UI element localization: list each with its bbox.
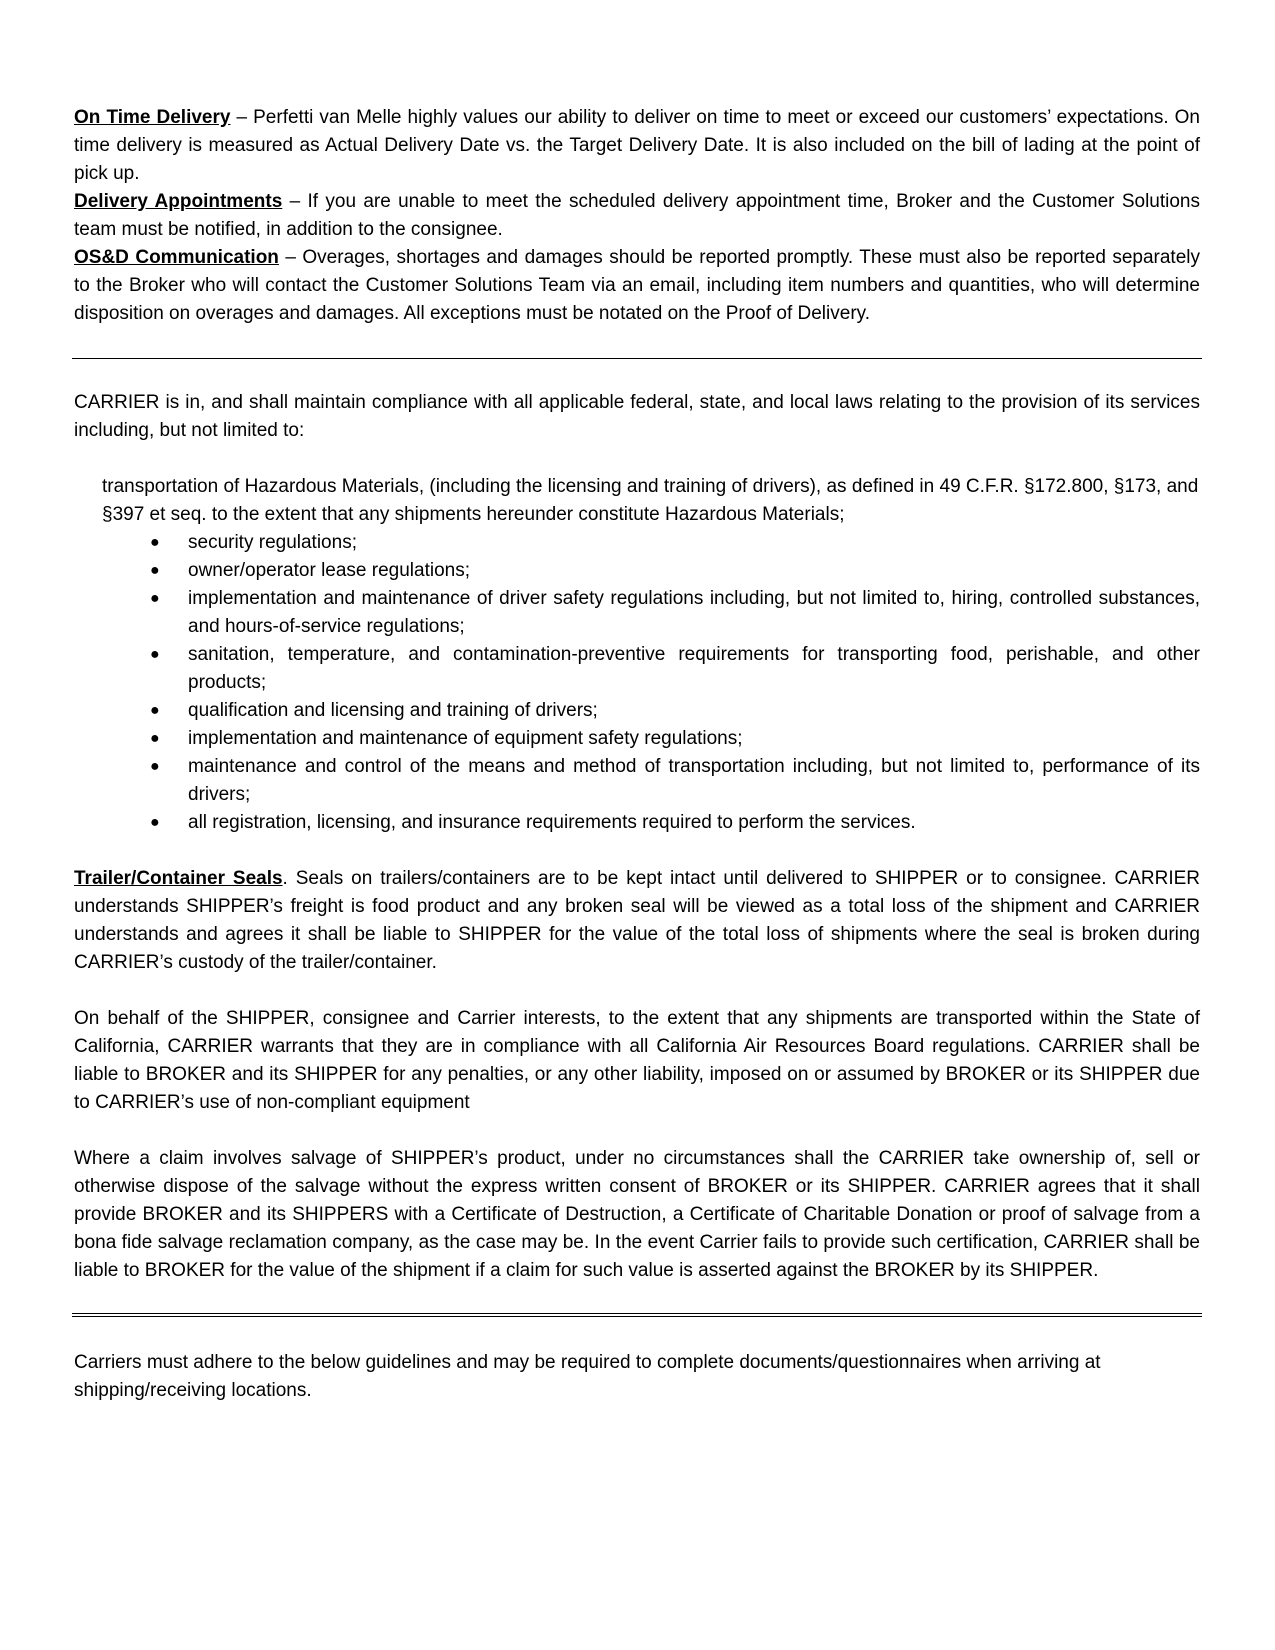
salvage-paragraph: Where a claim involves salvage of SHIPPER’s product, under no circumstances shall the CARRIER take ownership of, sell or otherwise dispose of the salvage without the express written consent of BROKER or its SHIPPER. CARRIER agrees that it shall provide BROKER and its SHIPPERS with a Certificate of Destruction, a Certificate of Charitable Donation or proof of salvage from a bona fide salvage reclamation company, as the case may be. In the event Carrier fails to provide such certification, CARRIER shall be liable to BROKER for the value of the shipment if a claim for such value is asserted against the BROKER by its SHIPPER. <box>74 1148 1200 1281</box>
list-item-text: qualification and licensing and training of drivers; <box>188 700 598 721</box>
guidelines-section <box>74 1349 1200 1405</box>
bullet-icon: ● <box>150 702 160 719</box>
list-item <box>150 725 1200 753</box>
list-item <box>150 641 1200 697</box>
delivery-appointments-text: – If you are unable to meet the scheduled delivery appointment time, Broker and the Customer Solutions team must be notified, in addition to the consignee. <box>74 191 1200 240</box>
osd-communication-text: – Overages, shortages and damages should be reported promptly. These must also be reported separately to the Broker who will contact the Customer Solutions Team via an email, including item numbers and quantities, who will determine disposition on overages and damages. All exceptions must be notated on the Proof of Delivery. <box>74 247 1201 324</box>
list-item-text: all registration, licensing, and insurance requirements required to perform the services. <box>188 812 916 833</box>
on-time-delivery-paragraph <box>74 104 1200 188</box>
bullet-icon: ● <box>150 814 160 831</box>
list-item-text: implementation and maintenance of driver safety regulations including, but not limited to, hiring, controlled substances, and hours-of-service regulations; <box>188 588 1200 637</box>
california-paragraph: On behalf of the SHIPPER, consignee and Carrier interests, to the extent that any shipments are transported within the State of California, CARRIER warrants that they are in compliance with all California Air Resources Board regulations. CARRIER shall be liable to BROKER and its SHIPPER for any penalties, or any other liability, imposed on or assumed by BROKER or its SHIPPER due to CARRIER’s use of non-compliant equipment <box>74 1008 1200 1113</box>
on-time-delivery-text: – Perfetti van Melle highly values our ability to deliver on time to meet or exceed our customers’ expectations. On time delivery is measured as Actual Delivery Date vs. the Target Delivery Date. It is also included on the bill of lading at the point of pick up. <box>74 107 1201 184</box>
list-item-text: security regulations; <box>188 532 357 553</box>
delivery-expectations-section <box>74 104 1200 328</box>
document-page <box>74 104 1200 1405</box>
delivery-appointments-heading: Delivery Appointments <box>74 191 283 212</box>
list-item-text: owner/operator lease regulations; <box>188 560 471 581</box>
compliance-section <box>74 389 1200 1285</box>
on-time-delivery-heading: On Time Delivery <box>74 107 231 128</box>
bullet-icon: ● <box>150 730 160 747</box>
osd-communication-heading: OS&D Communication <box>74 247 279 268</box>
osd-communication-paragraph <box>74 244 1200 328</box>
trailer-seals-paragraph <box>74 865 1200 977</box>
bullet-icon: ● <box>150 534 160 551</box>
compliance-list <box>150 529 1200 837</box>
bullet-icon: ● <box>150 562 160 579</box>
list-item <box>150 753 1200 809</box>
list-item-text: maintenance and control of the means and method of transportation including, but not limited to, performance of its drivers; <box>188 756 1200 805</box>
delivery-appointments-paragraph <box>74 188 1200 244</box>
list-item <box>150 585 1200 641</box>
list-item <box>150 529 1200 557</box>
bullet-icon: ● <box>150 590 160 607</box>
compliance-intro: CARRIER is in, and shall maintain compliance with all applicable federal, state, and local laws relating to the provision of its services including, but not limited to: <box>74 392 1200 441</box>
list-item-text: sanitation, temperature, and contamination-preventive requirements for transporting food, perishable, and other products; <box>188 644 1200 693</box>
bullet-icon: ● <box>150 758 160 775</box>
list-item <box>150 697 1200 725</box>
double-section-divider <box>72 1313 1202 1317</box>
guidelines-intro: Carriers must adhere to the below guidelines and may be required to complete documents/questionnaires when arriving at shipping/receiving locations. <box>74 1352 1101 1401</box>
trailer-seals-heading: Trailer/Container Seals <box>74 868 283 889</box>
list-item <box>150 557 1200 585</box>
hazmat-paragraph: transportation of Hazardous Materials, (including the licensing and training of drivers), as defined in 49 C.F.R. §172.800, §173, and §397 et seq. to the extent that any shipments hereunder constitute Hazardous Materials; <box>102 476 1199 525</box>
list-item-text: implementation and maintenance of equipment safety regulations; <box>188 728 743 749</box>
bullet-icon: ● <box>150 646 160 663</box>
trailer-seals-text: . Seals on trailers/containers are to be kept intact until delivered to SHIPPER or to consignee. CARRIER understands SHIPPER’s freight is food product and any broken seal will be viewed as a total loss of the shipment and CARRIER understands and agrees it shall be liable to SHIPPER for the value of the total loss of shipments where the seal is broken during CARRIER’s custody of the trailer/container. <box>74 868 1201 973</box>
list-item <box>150 809 1200 837</box>
section-divider <box>72 358 1202 359</box>
